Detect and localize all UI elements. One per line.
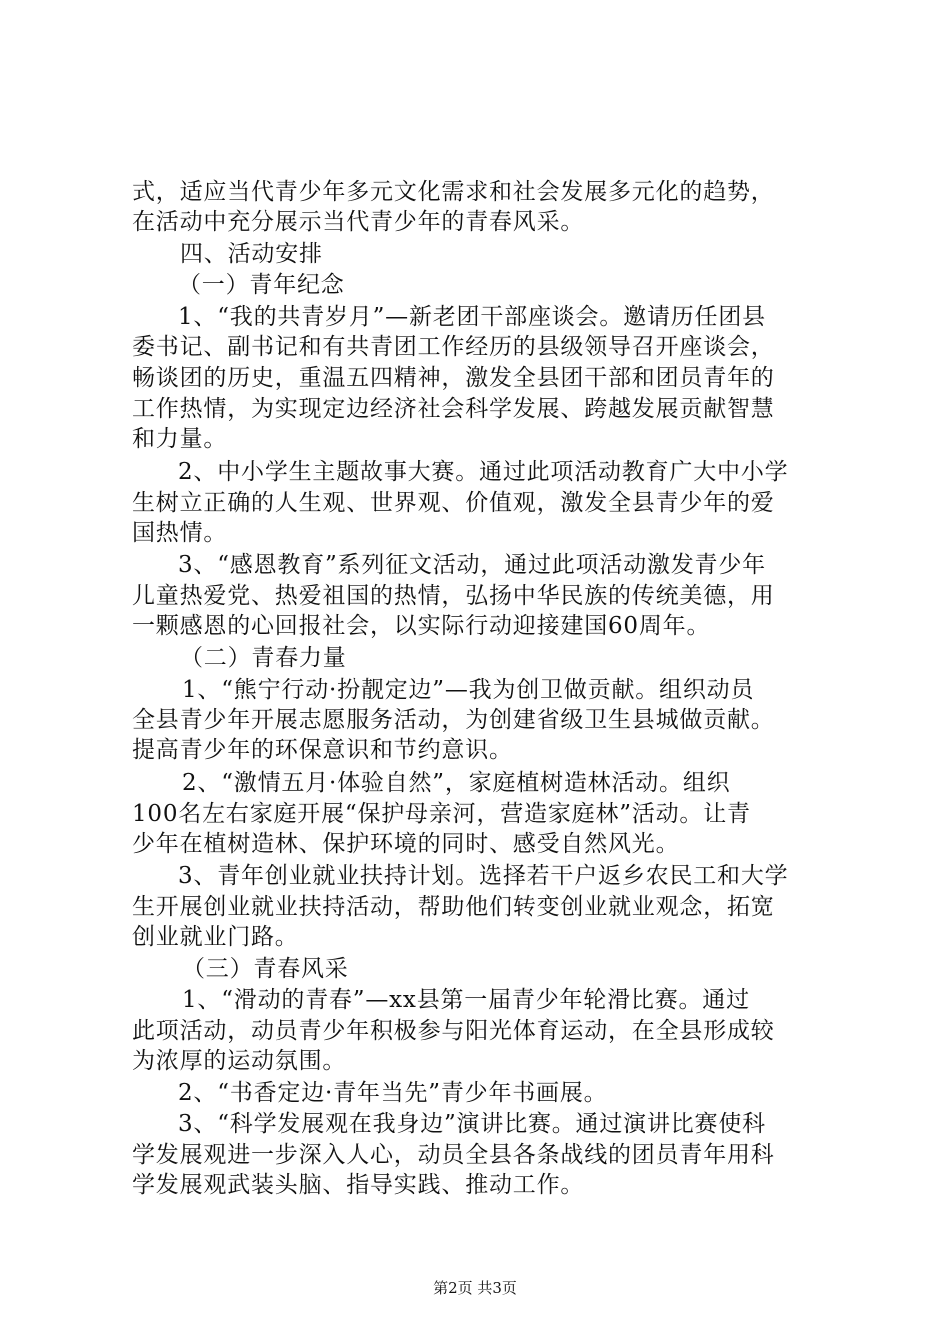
section-heading: 四、活动安排 [180, 241, 323, 267]
text-line: 为浓厚的运动氛围。 [132, 1048, 347, 1074]
text-line: 此项活动，动员青少年积极参与阳光体育运动，在全县形成较 [132, 1018, 775, 1044]
text-line: 委书记、副书记和有共青团工作经历的县级领导召开座谈会， [132, 334, 775, 360]
text-line: 100名左右家庭开展“保护母亲河，营造家庭林”活动。让青 [132, 801, 751, 827]
text-line: 和力量。 [132, 426, 228, 452]
text-line: 2、“激情五月·体验自然”，家庭植树造林活动。组织 [182, 770, 731, 796]
text-line: 工作热情，为实现定边经济社会科学发展、跨越发展贡献智慧 [132, 396, 775, 422]
text-line: 1、“滑动的青春”—xx县第一届青少年轮滑比赛。通过 [182, 987, 750, 1013]
text-line: 生树立正确的人生观、世界观、价值观，激发全县青少年的爱 [132, 490, 775, 516]
text-line: 生开展创业就业扶持活动，帮助他们转变创业就业观念，拓宽 [132, 894, 775, 920]
text-line: 全县青少年开展志愿服务活动，为创建省级卫生县城做贡献。 [132, 707, 775, 733]
text-line: 国热情。 [132, 520, 228, 546]
text-line: 少年在植树造林、保护环境的同时、感受自然风光。 [132, 831, 680, 857]
page-number-footer: 第2页 共3页 [433, 1279, 517, 1297]
text-line: 提高青少年的环保意识和节约意识。 [132, 737, 513, 763]
text-line: 1、“我的共青岁月”—新老团干部座谈会。邀请历任团县 [178, 304, 766, 330]
subsection-heading: （二）青春力量 [180, 645, 347, 671]
text-line: 在活动中充分展示当代青少年的青春风采。 [132, 209, 585, 235]
text-line: 一颗感恩的心回报社会，以实际行动迎接建国60周年。 [132, 613, 711, 639]
text-line: 2、“书香定边·青年当先”青少年书画展。 [178, 1080, 608, 1106]
subsection-heading: （三）青春风采 [182, 956, 349, 982]
text-line: 3、青年创业就业扶持计划。选择若干户返乡农民工和大学 [178, 863, 789, 889]
text-line: 儿童热爱党、热爱祖国的热情，弘扬中华民族的传统美德，用 [132, 583, 775, 609]
text-line: 3、“科学发展观在我身边”演讲比赛。通过演讲比赛使科 [178, 1111, 766, 1137]
subsection-heading: （一）青年纪念 [178, 272, 345, 298]
text-line: 式，适应当代青少年多元文化需求和社会发展多元化的趋势， [132, 179, 775, 205]
text-line: 3、“感恩教育”系列征文活动，通过此项活动激发青少年 [178, 552, 766, 578]
text-line: 畅谈团的历史，重温五四精神，激发全县团干部和团员青年的 [132, 365, 775, 391]
text-line: 2、中小学生主题故事大赛。通过此项活动教育广大中小学 [178, 459, 789, 485]
text-line: 学发展观进一步深入人心，动员全县各条战线的团员青年用科 [132, 1142, 775, 1168]
text-line: 学发展观武装头脑、指导实践、推动工作。 [132, 1172, 585, 1198]
text-line: 1、“熊宁行动·扮靓定边”—我为创卫做贡献。组织动员 [182, 677, 755, 703]
text-line: 创业就业门路。 [132, 924, 299, 950]
